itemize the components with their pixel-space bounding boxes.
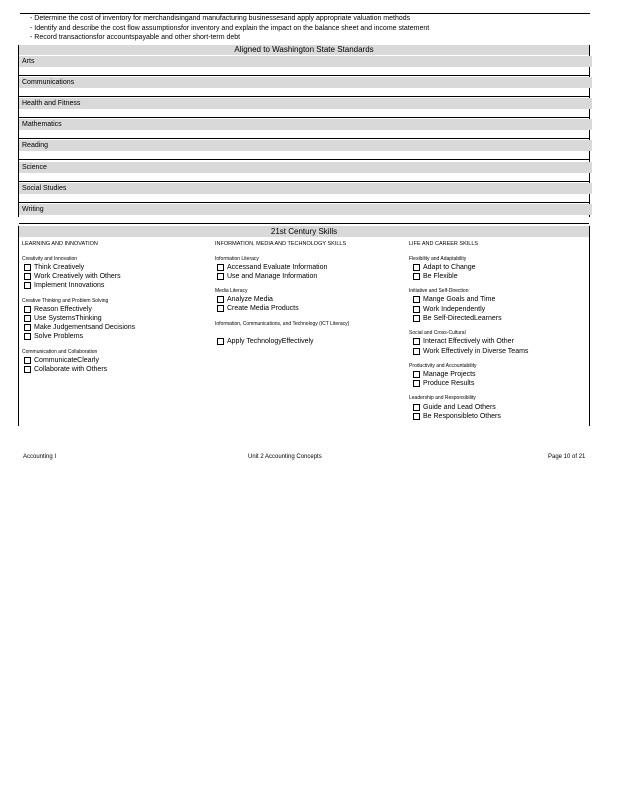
footer-page-number: Page 10 of 21 xyxy=(548,454,586,460)
subject-reading-space xyxy=(19,151,589,160)
skill-checkbox-item[interactable] xyxy=(413,272,458,282)
subject-reading: Reading xyxy=(19,140,592,151)
subject-arts: Arts xyxy=(19,56,592,67)
checkbox[interactable] xyxy=(24,315,31,322)
checkbox[interactable] xyxy=(24,306,31,313)
skill-checkbox-item[interactable] xyxy=(217,272,317,282)
skill-label: Implement Innovations xyxy=(34,282,105,290)
column-heading-information: INFORMATION, MEDIA AND TECHNOLOGY SKILLS xyxy=(215,241,347,247)
century-right-border xyxy=(589,226,590,426)
skill-label: Apply TechnologyEffectively xyxy=(227,338,314,346)
checkbox[interactable] xyxy=(24,324,31,331)
checkbox[interactable] xyxy=(413,306,420,313)
checkbox[interactable] xyxy=(24,264,31,271)
checkbox[interactable] xyxy=(24,357,31,364)
skill-label: Manage Projects xyxy=(423,371,476,379)
category-ict-literacy: Information, Communications, and Technology (ICT Literacy) xyxy=(215,321,350,327)
subject-science-space xyxy=(19,173,589,182)
checkbox[interactable] xyxy=(24,333,31,340)
skill-checkbox-item[interactable] xyxy=(413,295,495,305)
checkbox[interactable] xyxy=(217,264,224,271)
checkbox[interactable] xyxy=(217,273,224,280)
subject-social-studies: Social Studies xyxy=(19,183,592,194)
checkbox[interactable] xyxy=(413,348,420,355)
skill-label: Collaborate with Others xyxy=(34,366,108,374)
skill-checkbox-item[interactable] xyxy=(24,365,107,375)
skill-checkbox-item[interactable] xyxy=(24,332,83,342)
subject-communications: Communications xyxy=(19,77,592,88)
checkbox[interactable] xyxy=(24,282,31,289)
skill-checkbox-item[interactable] xyxy=(413,412,501,422)
skill-checkbox-item[interactable] xyxy=(413,337,514,347)
skill-label: Accessand Evaluate Information xyxy=(227,264,328,272)
checkbox[interactable] xyxy=(413,273,420,280)
checkbox[interactable] xyxy=(413,315,420,322)
category-critical-thinking: Creative Thinking and Problem Solving xyxy=(22,298,109,304)
category-productivity: Productivity and Accountability xyxy=(409,363,477,369)
century-left-border xyxy=(18,226,19,426)
skill-checkbox-item[interactable] xyxy=(24,281,104,291)
skill-checkbox-item[interactable] xyxy=(413,347,528,357)
checkbox[interactable] xyxy=(413,371,420,378)
skill-label: Interact Effectively with Other xyxy=(423,338,514,346)
column-heading-life-career: LIFE AND CAREER SKILLS xyxy=(409,241,479,247)
skill-label: Be Flexible xyxy=(423,273,458,281)
skill-label: Use and Manage Information xyxy=(227,273,318,281)
footer-course: Accounting I xyxy=(23,454,57,460)
skill-label: Reason Effectively xyxy=(34,306,92,314)
skill-label: Guide and Lead Others xyxy=(423,404,496,412)
skill-label: CommunicateClearly xyxy=(34,357,99,365)
skill-label: Create Media Products xyxy=(227,305,299,313)
objective-item: - Determine the cost of inventory for merchandisingand manufacturing businessesand apply appropriate valuation methods xyxy=(30,15,411,22)
century-title: 21st Century Skills xyxy=(19,226,589,237)
category-initiative: Initiative and Self-Direction xyxy=(409,288,469,294)
skill-checkbox-item[interactable] xyxy=(217,304,299,314)
subject-health-fitness-space xyxy=(19,109,589,118)
checkbox[interactable] xyxy=(413,380,420,387)
skill-checkbox-item[interactable] xyxy=(217,337,314,347)
checkbox[interactable] xyxy=(217,338,224,345)
aligned-title: Aligned to Washington State Standards xyxy=(19,45,589,55)
checkbox[interactable] xyxy=(217,305,224,312)
category-social-cultural: Social and Cross-Cultural xyxy=(409,330,466,336)
subject-social-studies-space xyxy=(19,194,589,203)
skill-label: Analyze Media xyxy=(227,296,273,304)
skill-label: Adapt to Change xyxy=(423,264,476,272)
skill-label: Use SystemsThinking xyxy=(34,315,102,323)
subject-arts-space xyxy=(19,67,589,76)
checkbox[interactable] xyxy=(413,264,420,271)
checkbox[interactable] xyxy=(413,338,420,345)
skill-checkbox-item[interactable] xyxy=(413,379,474,389)
category-creativity: Creativity and Innovation xyxy=(22,256,78,262)
column-heading-learning: LEARNING AND INNOVATION xyxy=(22,241,98,247)
category-media-literacy: Media Literacy xyxy=(215,288,248,294)
subject-science: Science xyxy=(19,162,592,173)
objective-item: - Record transactionsfor accountspayable and other short-term debt xyxy=(30,34,241,41)
category-communication: Communication and Collaboration xyxy=(22,349,98,355)
skill-label: Produce Results xyxy=(423,380,475,388)
checkbox[interactable] xyxy=(24,366,31,373)
skill-checkbox-item[interactable] xyxy=(413,314,502,324)
checkbox[interactable] xyxy=(413,404,420,411)
objectives-list xyxy=(30,14,429,43)
skill-label: Think Creatively xyxy=(34,264,85,272)
subject-writing-space xyxy=(19,215,589,224)
checkbox[interactable] xyxy=(413,413,420,420)
subject-communications-space xyxy=(19,88,589,97)
checkbox[interactable] xyxy=(217,296,224,303)
skill-label: Work Effectively in Diverse Teams xyxy=(423,348,529,356)
checkbox[interactable] xyxy=(413,296,420,303)
skill-label: Work Independently xyxy=(423,306,486,314)
subject-writing: Writing xyxy=(19,204,592,215)
checkbox[interactable] xyxy=(24,273,31,280)
objective-item: - Identify and describe the cost flow assumptionsfor inventory and explain the impact on the balance sheet and income statement xyxy=(30,24,430,32)
footer-unit: Unit 2 Accounting Concepts xyxy=(248,454,322,460)
skill-label: Work Creatively with Others xyxy=(34,273,121,281)
skill-label: Make Judgementsand Decisions xyxy=(34,324,136,332)
skill-label: Be Self-DirectedLearners xyxy=(423,315,502,323)
skill-label: Solve Problems xyxy=(34,333,84,341)
subject-mathematics-space xyxy=(19,130,589,139)
subject-health-fitness: Health and Fitness xyxy=(19,98,592,109)
category-information-literacy: Information Literacy xyxy=(215,256,259,262)
category-leadership: Leadership and Responsibility xyxy=(409,395,476,401)
skill-label: Mange Goals and Time xyxy=(423,296,496,304)
skill-label: Be Responsibleto Others xyxy=(423,413,501,421)
category-flexibility: Flexibility and Adaptability xyxy=(409,256,467,262)
subject-mathematics: Mathematics xyxy=(19,119,592,130)
